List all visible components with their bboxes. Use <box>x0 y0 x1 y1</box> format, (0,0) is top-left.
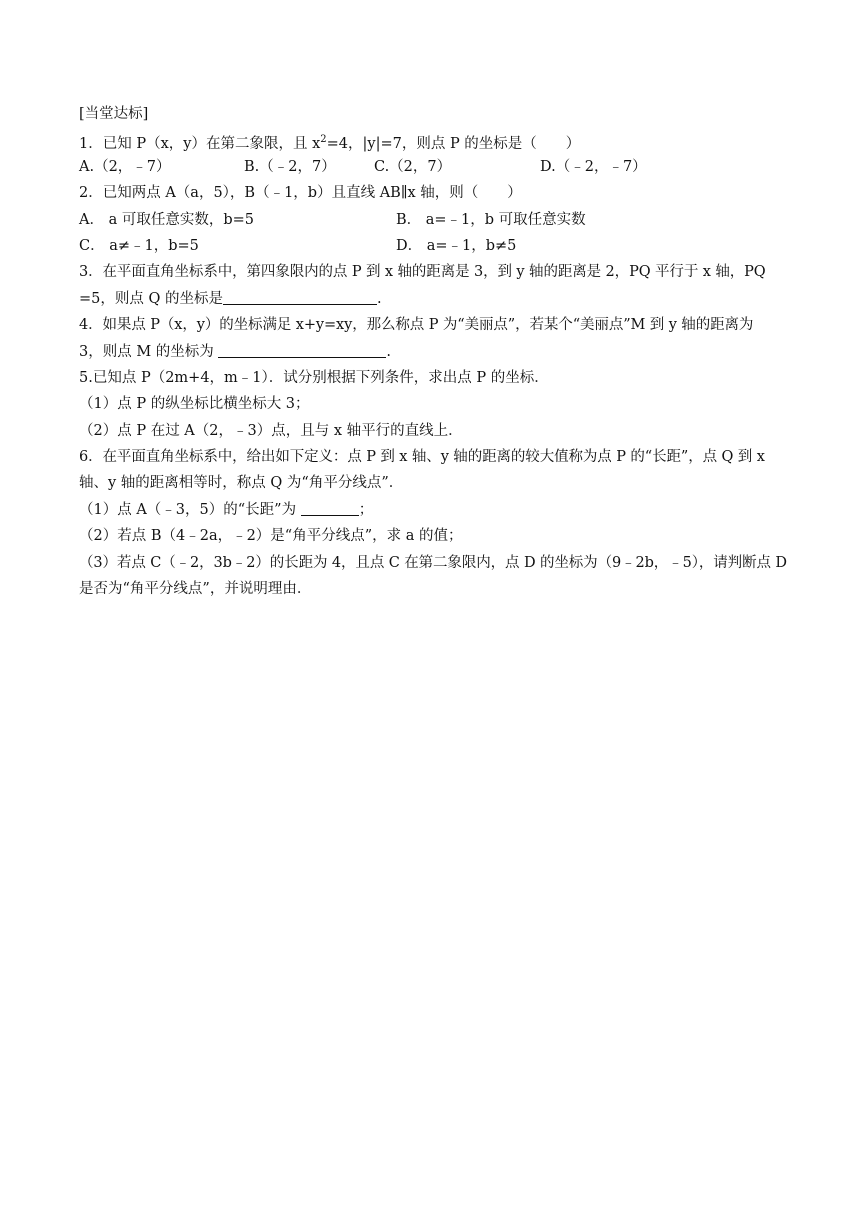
question-3-text: =5，则点 Q 的坐标是 <box>79 290 223 307</box>
question-3-line-2 <box>79 286 787 312</box>
question-5-part-1: （1）点 P 的纵坐标比横坐标大 3； <box>79 396 310 413</box>
question-4-line-1: 4．如果点 P（x，y）的坐标满足 x+y=xy，那么称点 P 为“美丽点”，若某个“美丽点”M 到 y 轴的距离为 <box>79 317 754 334</box>
question-4-period: . <box>386 343 392 360</box>
question-6-line-1: 6．在平面直角坐标系中，给出如下定义：点 P 到 x 轴、y 轴的距离的较大值称为点 P 的“长距”，点 Q 到 x <box>79 449 765 466</box>
question-5-stem: 5.已知点 P（2m+4，m﹣1）．试分别根据下列条件，求出点 P 的坐标． <box>79 369 549 386</box>
question-6-part-1-end: ； <box>358 501 374 518</box>
question-4-line-2 <box>79 339 787 365</box>
question-2-stem: 2．已知两点 A（a，5），B（﹣1，b）且直线 AB∥x 轴，则（ ） <box>79 185 522 202</box>
question-6-part-1-text: （1）点 A（﹣3，5）的“长距”为 <box>79 501 301 518</box>
question-6-line-2: 轴、y 轴的距离相等时，称点 Q 为“角平分线点”． <box>79 475 404 492</box>
question-1-options <box>79 154 787 180</box>
question-1-stem-part-a: 1．已知 P（x，y）在第二象限，且 x <box>79 136 321 153</box>
question-6-part-3-line-2: 是否为“角平分线点”，并说明理由． <box>79 581 312 598</box>
question-2-option-b: B． a=﹣1，b 可取任意实数 <box>396 211 586 228</box>
question-2-option-c: C． a≠﹣1，b=5 <box>79 237 199 254</box>
question-3-line-1: 3．在平面直角坐标系中，第四象限内的点 P 到 x 轴的距离是 3，到 y 轴的距离是 2，PQ 平行于 x 轴，PQ <box>79 264 766 281</box>
question-1-stem-part-b: =4，|y|=7，则点 P 的坐标是（ ） <box>326 136 581 153</box>
question-2-option-d: D． a=﹣1，b≠5 <box>396 237 517 254</box>
question-1-exponent: 2 <box>320 134 327 146</box>
question-3-answer-blank[interactable] <box>223 288 377 305</box>
question-1-stem <box>79 127 787 153</box>
question-3-period: . <box>376 290 382 307</box>
question-5-part-2: （2）点 P 在过 A（2，﹣3）点，且与 x 轴平行的直线上． <box>79 422 463 439</box>
question-1-option-a: A.（2，﹣7） <box>79 158 171 175</box>
question-6-answer-blank[interactable] <box>301 499 359 516</box>
question-2-options-row-1 <box>79 207 787 233</box>
question-4-text: 3，则点 M 的坐标为 <box>79 343 219 360</box>
question-6-part-1 <box>79 497 787 523</box>
question-2-option-a: A． a 可取任意实数，b=5 <box>79 211 254 228</box>
section-title: [当堂达标] <box>79 106 149 122</box>
question-2-options-row-2 <box>79 233 787 259</box>
question-1-option-b: B.（﹣2，7） <box>244 158 336 175</box>
question-1-option-c: C.（2，7） <box>374 158 452 175</box>
question-1-option-d: D.（﹣2，﹣7） <box>540 158 647 175</box>
question-4-answer-blank[interactable] <box>218 341 386 358</box>
question-6-part-2: （2）若点 B（4﹣2a，﹣2）是“角平分线点”，求 a 的值； <box>79 528 463 545</box>
question-6-part-3-line-1: （3）若点 C（﹣2，3b﹣2）的长距为 4，且点 C 在第二象限内，点 D 的坐标为（9﹣2b，﹣5），请判断点 D <box>79 554 787 571</box>
worksheet-content <box>79 101 787 602</box>
